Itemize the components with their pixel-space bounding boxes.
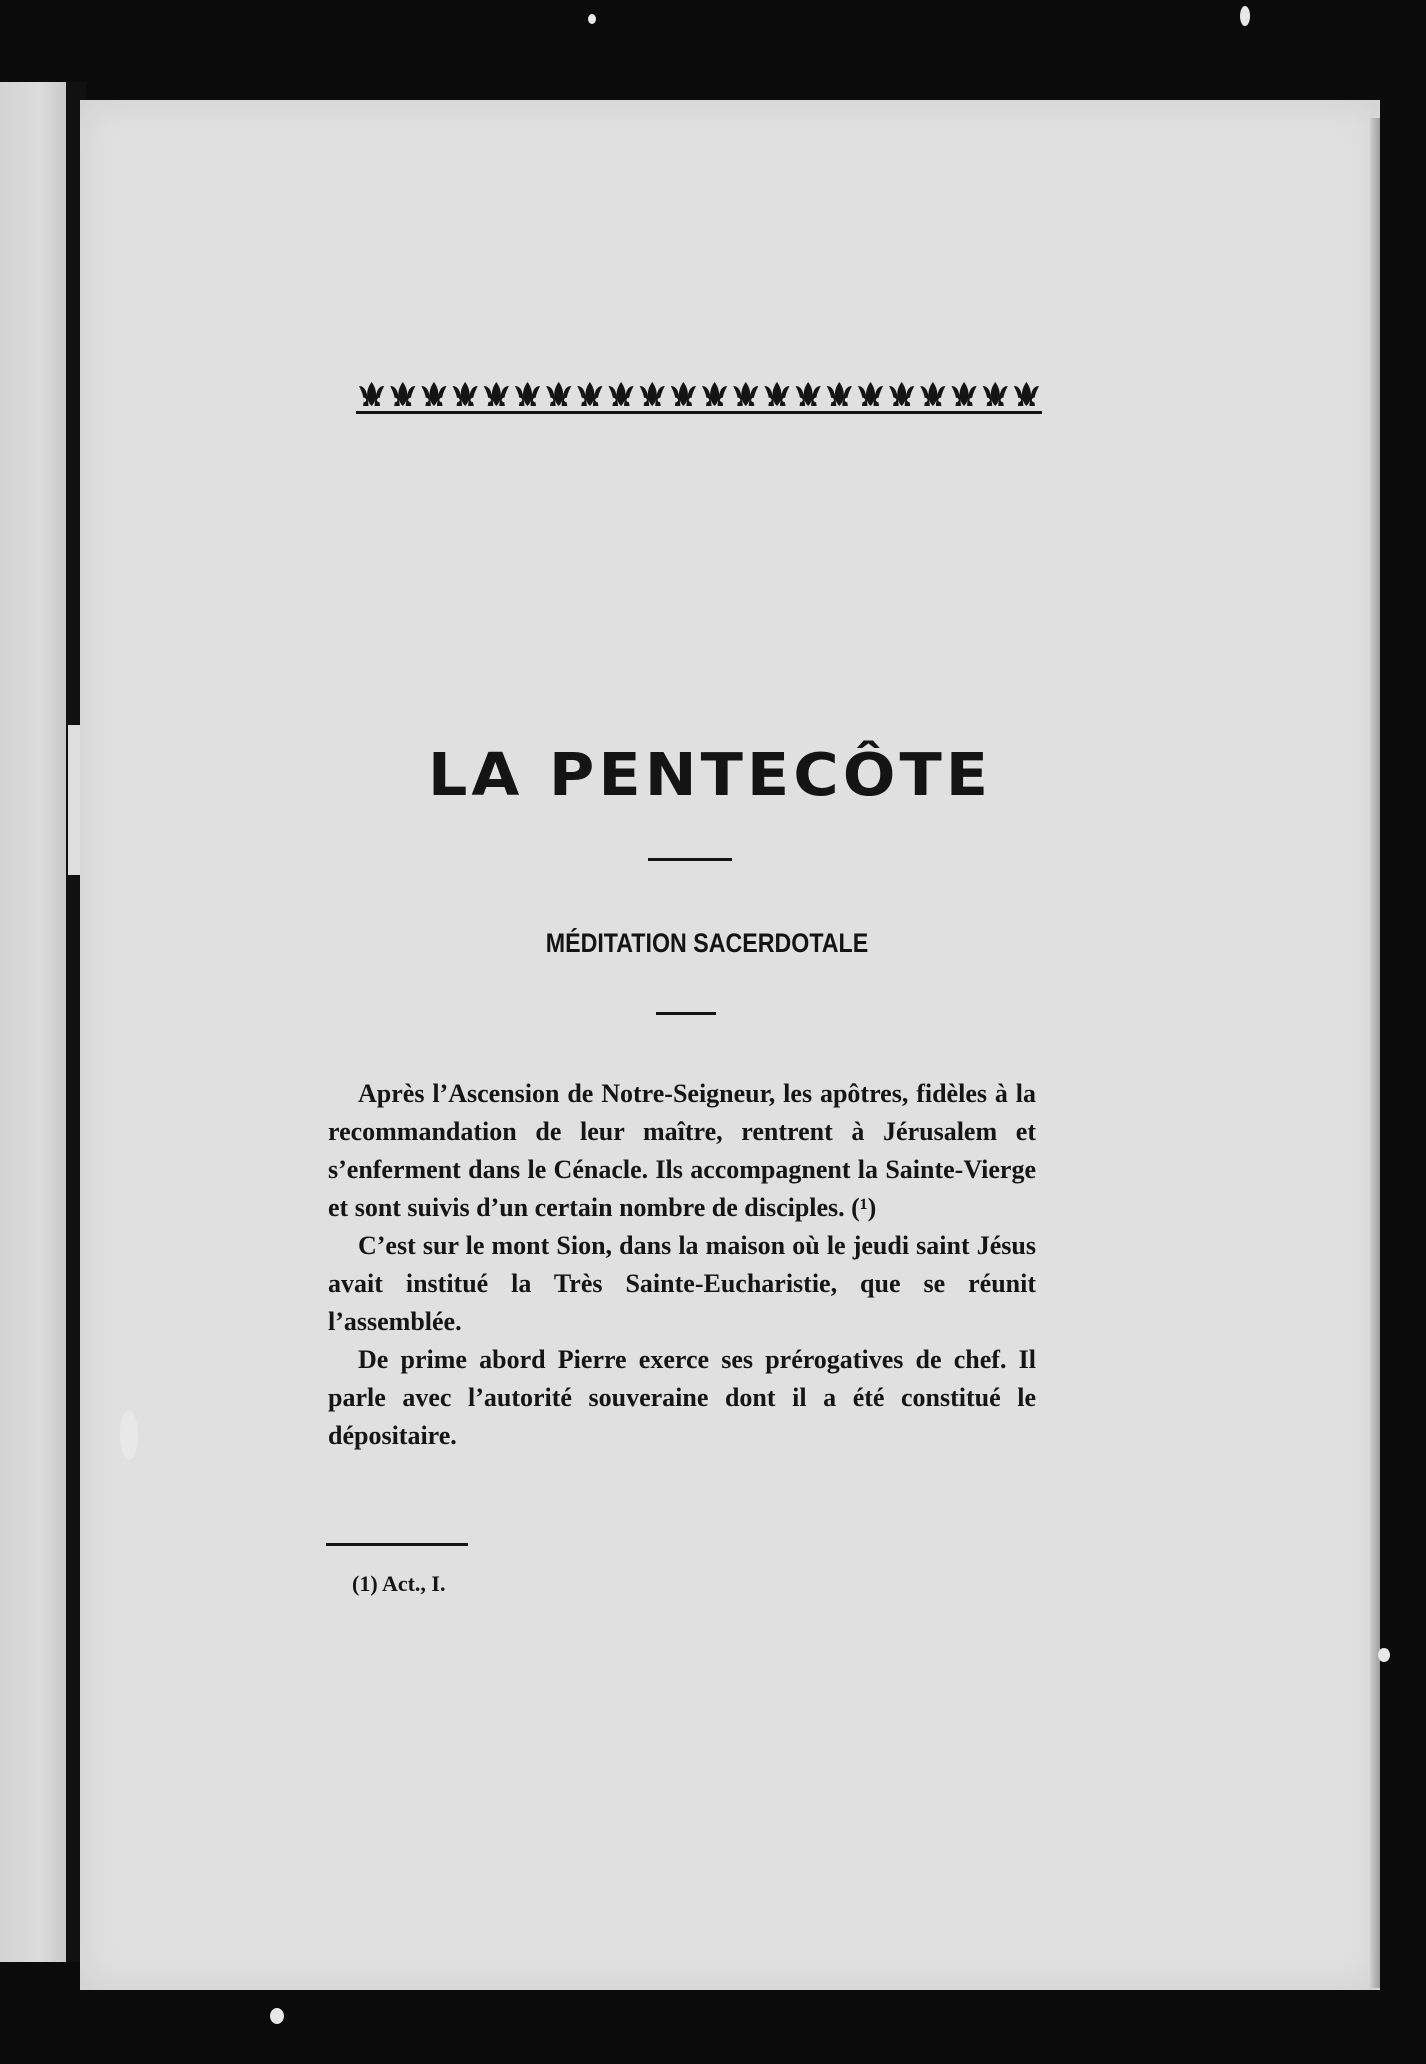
- subtitle-rule: [656, 1012, 716, 1015]
- scan-speck: [588, 14, 596, 24]
- leaf-ornament-unit: [827, 382, 852, 406]
- leaf-ornament-unit: [733, 382, 758, 406]
- leaf-ornament-unit: [515, 382, 540, 406]
- leaf-ornament-unit: [577, 382, 602, 406]
- leaf-ornament-unit: [546, 382, 571, 406]
- footnote-rule: [326, 1543, 468, 1546]
- leaf-ornament-unit: [920, 382, 945, 406]
- page-title: LA PENTECÔTE: [427, 739, 993, 810]
- leaf-ornament-icon: [356, 360, 1042, 420]
- scan-speck: [270, 2008, 284, 2024]
- leaf-ornament-unit: [702, 382, 727, 406]
- leaf-ornament-unit: [858, 382, 883, 406]
- leaf-ornament-unit: [764, 382, 789, 406]
- leaf-ornament-unit: [421, 382, 446, 406]
- footnote: (1) Act., I.: [352, 1571, 446, 1596]
- leaf-ornament-unit: [983, 382, 1008, 406]
- leaf-ornament-unit: [796, 382, 821, 406]
- paragraph: De prime abord Pierre exerce ses prérogatives de chef. Il parle avec l’autorité souveraine dont il a été constitué le dépositaire.: [328, 1345, 1036, 1450]
- left-page-edge: [0, 82, 66, 1962]
- leaf-ornament-unit: [640, 382, 665, 406]
- leaf-ornament-unit: [671, 382, 696, 406]
- body-text: [328, 1075, 1036, 1455]
- leaf-ornament-unit: [951, 382, 976, 406]
- paragraph: Après l’Ascension de Notre-Seigneur, les apôtres, fidèles à la recommandation de leur maître, rentrent à Jérusalem et s’enferment dans le Cénacle. Ils accompagnent la Sainte-Vierge et sont suivis d’un certain nombre de disciples. (¹): [328, 1079, 1036, 1222]
- title-rule: [648, 858, 732, 861]
- page-right-edge: [1370, 118, 1380, 1988]
- page-subtitle: MÉDITATION SACERDOTALE: [545, 928, 869, 958]
- leaf-ornament-unit: [453, 382, 478, 406]
- scan-speck: [120, 1410, 138, 1460]
- leaf-ornament-unit: [359, 382, 384, 406]
- leaf-ornament-unit: [390, 382, 415, 406]
- leaf-ornament-unit: [608, 382, 633, 406]
- paragraph: C’est sur le mont Sion, dans la maison où le jeudi saint Jésus avait institué la Très Sainte-Eucharistie, que se réunit l’assemblée.: [328, 1231, 1036, 1336]
- leaf-ornament-unit: [889, 382, 914, 406]
- leaf-ornament-unit: [1014, 382, 1039, 406]
- scan-speck: [1378, 1648, 1390, 1662]
- leaf-ornament-unit: [484, 382, 509, 406]
- scan-speck: [1240, 6, 1250, 26]
